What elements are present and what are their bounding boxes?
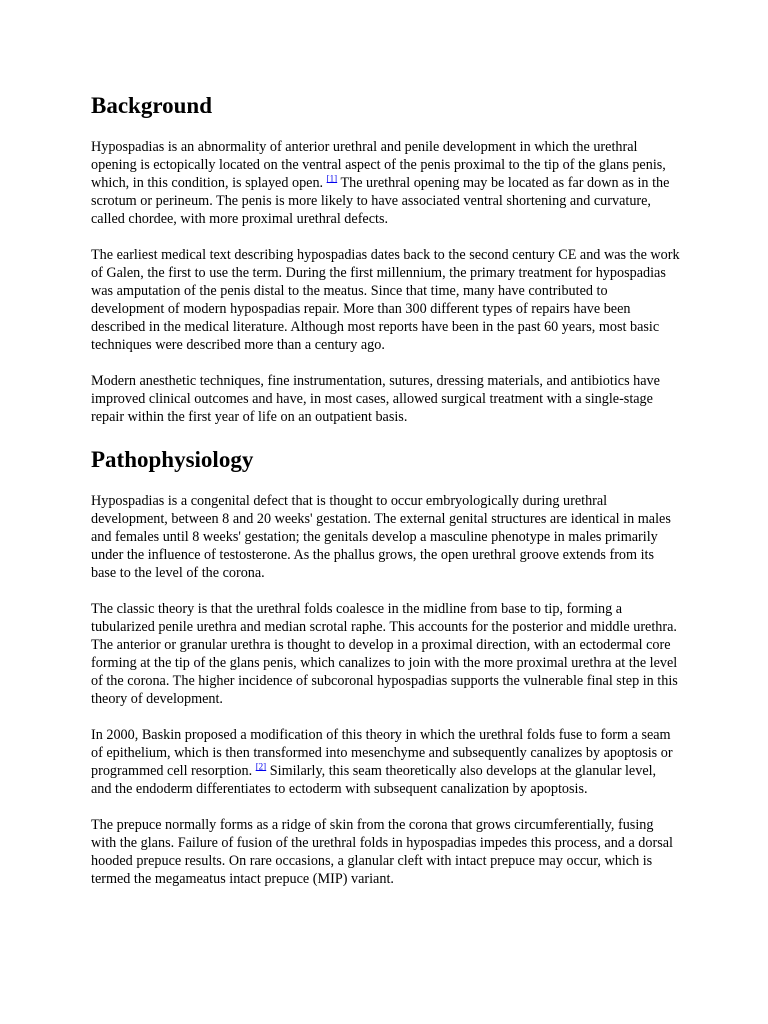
pathophysiology-paragraph-1: Hypospadias is a congenital defect that is thought to occur embryologically during urethral development, between 8 and 20 weeks' gestation. The external genital structures are identical in males and females until 8 weeks' gestation; the genitals develop a masculine phenotype in males primarily under the influence of testosterone. As the phallus grows, the open urethral groove extends from its base to the level of the corona. xyxy=(91,493,671,581)
paragraph-text: The urethral opening may be located as far down as in the scrotum or perineum. The penis is more likely to have associated ventral shortening and curvature, called chordee, with more proximal urethral defects. xyxy=(91,175,670,227)
pathophysiology-paragraph-4: The prepuce normally forms as a ridge of skin from the corona that grows circumferentially, fusing with the glans. Failure of fusion of the urethral folds in hypospadias impedes this process, and a dorsal hooded prepuce results. On rare occasions, a glanular cleft with intact prepuce may occur, which is termed the megameatus intact prepuce (MIP) variant. xyxy=(91,817,673,887)
reference-link-1[interactable]: [1] xyxy=(326,173,338,184)
background-paragraph-1 xyxy=(91,138,680,228)
reference-link-2[interactable]: [2] xyxy=(255,761,267,772)
background-paragraph-2: The earliest medical text describing hypospadias dates back to the second century CE and was the work of Galen, the first to use the term. During the first millennium, the primary treatment for hypospadias was amputation of the penis distal to the meatus. Since that time, many have contributed to development of modern hypospadias repair. More than 300 different types of repairs have been described in the medical literature. Although most reports have been in the past 60 years, most basic techniques were described more than a century ago. xyxy=(91,247,680,353)
paragraph-text: In 2000, Baskin proposed a modification of this theory in which the urethral folds fuse to form a seam of epithelium, which is then transformed into mesenchyme and subsequently canalizes by apoptosis or programmed cell resorption. xyxy=(91,727,673,779)
section-heading-background: Background xyxy=(91,93,213,118)
pathophysiology-paragraph-3 xyxy=(91,726,680,798)
paragraph-text: Hypospadias is an abnormality of anterior urethral and penile development in which the urethral opening is ectopically located on the ventral aspect of the penis proximal to the tip of the glans penis, which, in this condition, is splayed open. xyxy=(91,139,666,191)
section-heading-pathophysiology: Pathophysiology xyxy=(91,447,254,472)
paragraph-text: Similarly, this seam theoretically also develops at the glanular level, and the endoderm differentiates to ectoderm with subsequent canalization by apoptosis. xyxy=(91,763,657,797)
pathophysiology-paragraph-2: The classic theory is that the urethral folds coalesce in the midline from base to tip, forming a tubularized penile urethra and median scrotal raphe. This accounts for the posterior and middle urethra. The anterior or granular urethra is thought to develop in a proximal direction, with an ectodermal core forming at the tip of the glans penis, which canalizes to join with the more proximal urethra at the level of the corona. The higher incidence of subcoronal hypospadias supports the vulnerable final step in this theory of development. xyxy=(91,601,678,707)
background-paragraph-3: Modern anesthetic techniques, fine instrumentation, sutures, dressing materials, and antibiotics have improved clinical outcomes and have, in most cases, allowed surgical treatment with a single-stage repair within the first year of life on an outpatient basis. xyxy=(91,373,660,425)
